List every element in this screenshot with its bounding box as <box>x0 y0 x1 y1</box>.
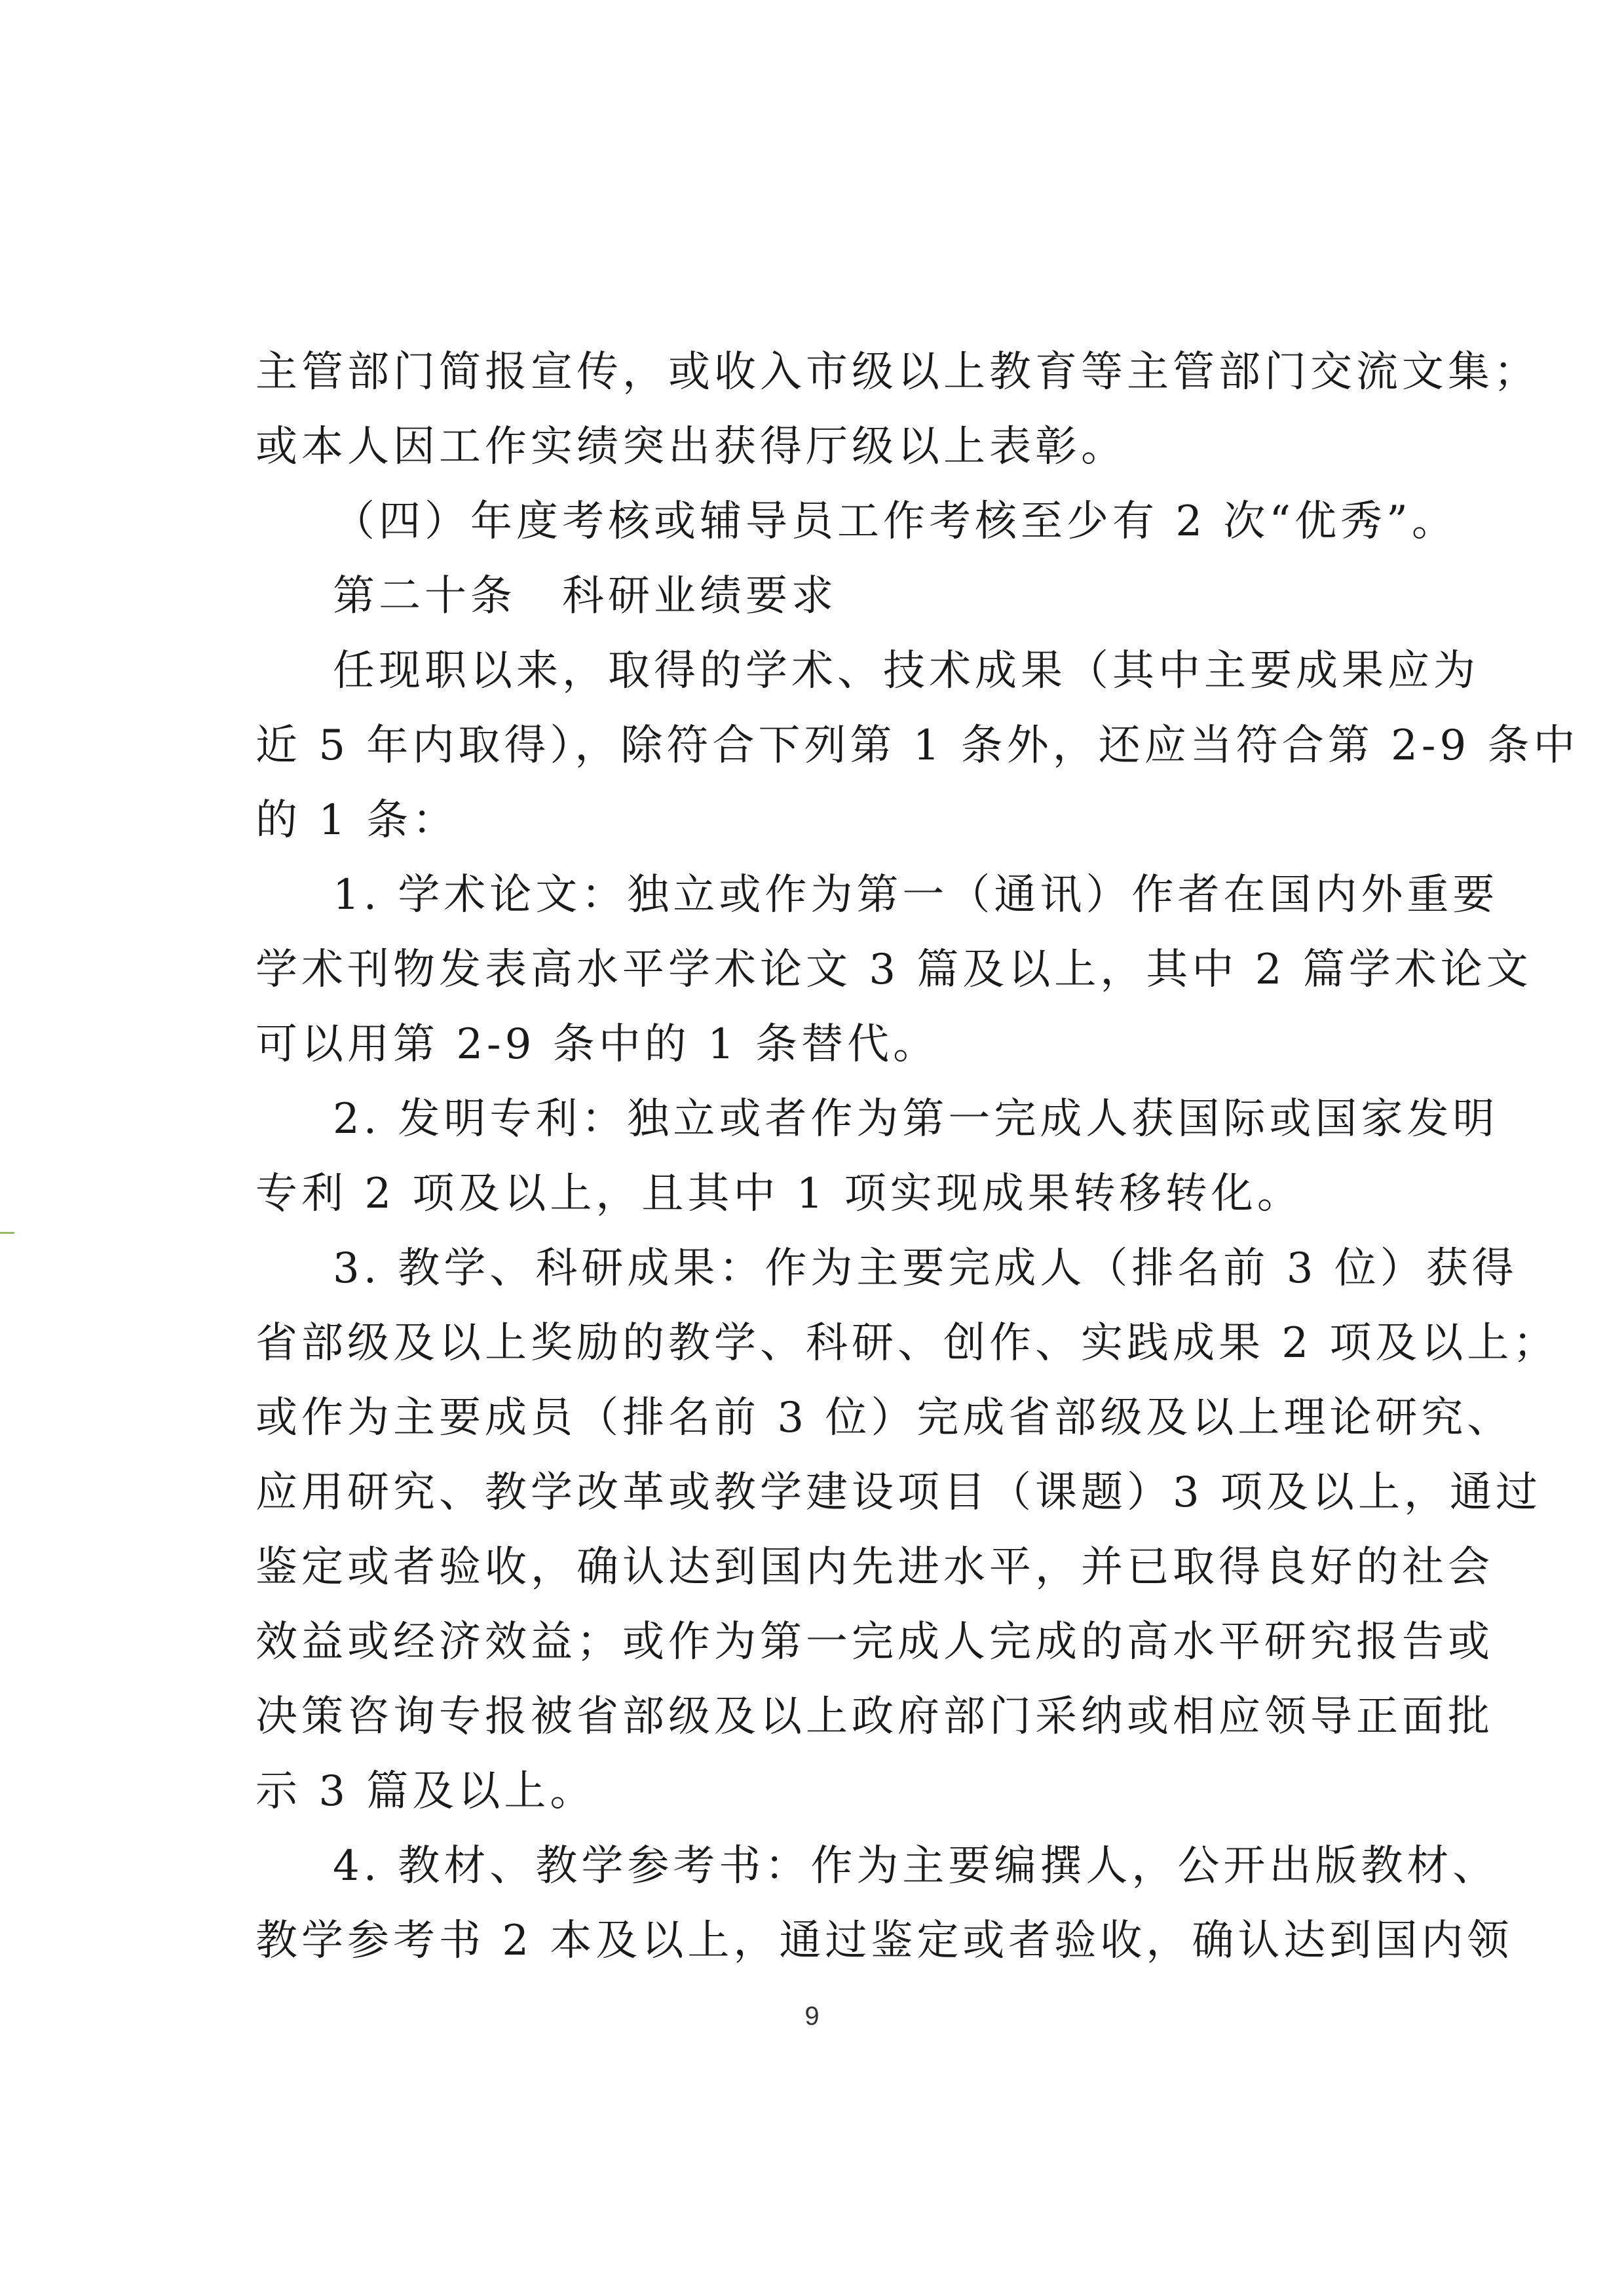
text-line-21: 4. 教材、教学参考书：作为主要编撰人，公开出版教材、 <box>333 1842 1499 1890</box>
text-line-15: 或作为主要成员（排名前 3 位）完成省部级及以上理论研究、 <box>255 1394 1513 1442</box>
text-line-20: 示 3 篇及以上。 <box>255 1767 596 1816</box>
text-line-16: 应用研究、教学改革或教学建设项目（课题）3 项及以上，通过 <box>255 1468 1542 1517</box>
text-line-7: 的 1 条： <box>255 796 459 845</box>
text-line-2: 或本人因工作实绩突出获得厅级以上表彰。 <box>255 423 1127 471</box>
text-line-22: 教学参考书 2 本及以上，通过鉴定或者验收，确认达到国内领 <box>255 1917 1513 1965</box>
text-line-13: 3. 教学、科研成果：作为主要完成人（排名前 3 位）获得 <box>333 1244 1518 1293</box>
text-line-11: 2. 发明专利：独立或者作为第一完成人获国际或国家发明 <box>333 1095 1499 1143</box>
text-line-1: 主管部门简报宣传，或收入市级以上教育等主管部门交流文集； <box>255 348 1539 396</box>
text-line-19: 决策咨询专报被省部级及以上政府部门采纳或相应领导正面批 <box>255 1693 1494 1741</box>
text-line-17: 鉴定或者验收，确认达到国内先进水平，并已取得良好的社会 <box>255 1543 1494 1592</box>
margin-mark <box>0 1232 14 1234</box>
text-line-8: 1. 学术论文：独立或作为第一（通讯）作者在国内外重要 <box>333 871 1499 919</box>
text-line-10: 可以用第 2-9 条中的 1 条替代。 <box>255 1020 939 1069</box>
text-line-6: 近 5 年内取得），除符合下列第 1 条外，还应当符合第 2-9 条中 <box>255 721 1579 770</box>
text-line-18: 效益或经济效益；或作为第一完成人完成的高水平研究报告或 <box>255 1618 1494 1666</box>
text-line-14: 省部级及以上奖励的教学、科研、创作、实践成果 2 项及以上； <box>255 1319 1559 1368</box>
section-heading: 第二十条 科研业绩要求 <box>333 572 837 621</box>
text-line-5: 任现职以来，取得的学术、技术成果（其中主要成果应为 <box>333 647 1479 695</box>
page-number: 9 <box>804 2002 820 2031</box>
text-line-3: （四）年度考核或辅导员工作考核至少有 2 次“优秀”。 <box>333 497 1458 546</box>
text-line-9: 学术刊物发表高水平学术论文 3 篇及以上，其中 2 篇学术论文 <box>255 946 1532 994</box>
text-line-12: 专利 2 项及以上，且其中 1 项实现成果转移转化。 <box>255 1170 1303 1218</box>
